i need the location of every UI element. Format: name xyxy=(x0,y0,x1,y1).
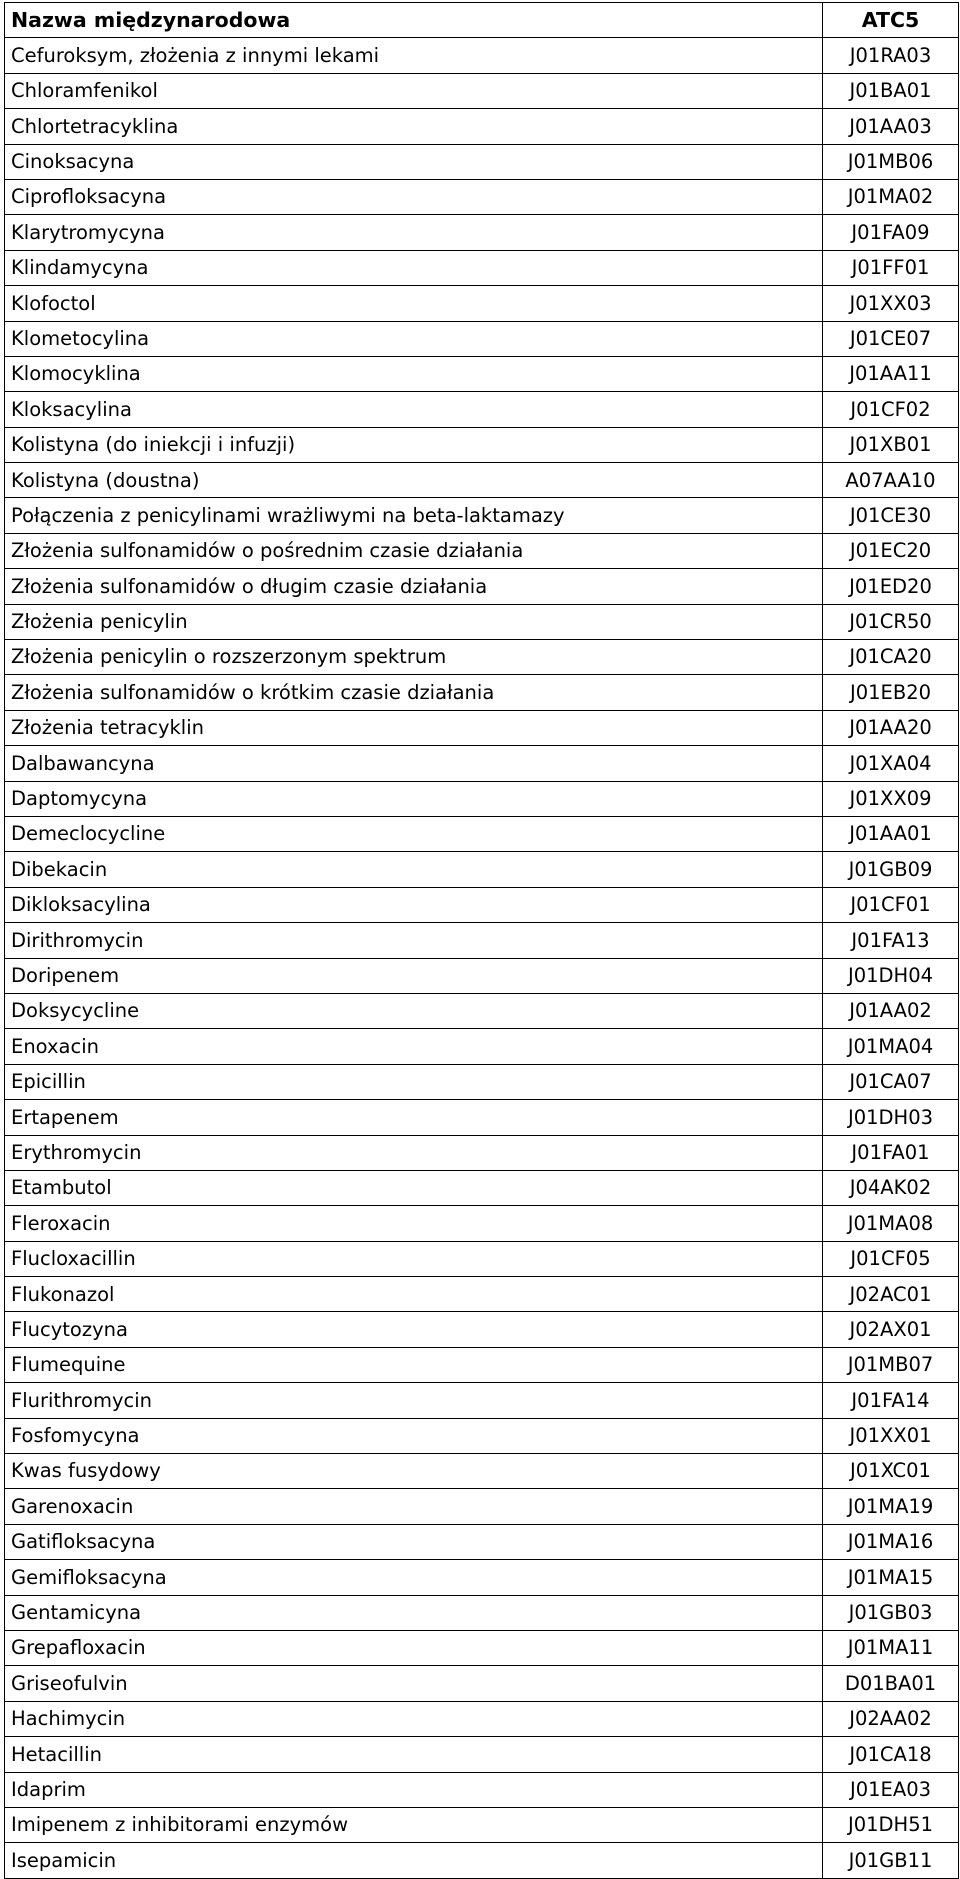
table-row xyxy=(5,1241,959,1276)
table-row xyxy=(5,923,959,958)
table-row xyxy=(5,1560,959,1595)
drug-name-cell: Dibekacin xyxy=(5,852,823,887)
atc-code-cell: J01MA16 xyxy=(823,1524,959,1559)
table-row xyxy=(5,958,959,993)
drug-name-cell: Gentamicyna xyxy=(5,1595,823,1630)
atc-code-cell: J01AA01 xyxy=(823,816,959,851)
drug-name-cell: Garenoxacin xyxy=(5,1489,823,1524)
table-row xyxy=(5,144,959,179)
drug-name-cell: Cefuroksym, złożenia z innymi lekami xyxy=(5,38,823,73)
atc-code-cell: J01FA01 xyxy=(823,1135,959,1170)
drug-name-cell: Fosfomycyna xyxy=(5,1418,823,1453)
atc-code-cell: J01EC20 xyxy=(823,533,959,568)
table-row xyxy=(5,1772,959,1807)
drug-name-cell: Enoxacin xyxy=(5,1029,823,1064)
atc-code-cell: J01CF01 xyxy=(823,887,959,922)
atc-code-cell: J01CF02 xyxy=(823,392,959,427)
drug-name-cell: Gemifloksacyna xyxy=(5,1560,823,1595)
atc-code-cell: J01DH03 xyxy=(823,1100,959,1135)
table-row xyxy=(5,286,959,321)
atc-code-table xyxy=(4,2,959,1879)
header-atc5: ATC5 xyxy=(823,3,959,38)
drug-name-cell: Dalbawancyna xyxy=(5,746,823,781)
drug-name-cell: Złożenia penicylin xyxy=(5,604,823,639)
drug-name-cell: Grepafloxacin xyxy=(5,1630,823,1665)
drug-name-cell: Griseofulvin xyxy=(5,1666,823,1701)
table-row xyxy=(5,215,959,250)
drug-name-cell: Ciprofloksacyna xyxy=(5,179,823,214)
atc-code-cell: J01FA13 xyxy=(823,923,959,958)
atc-code-cell: J01CR50 xyxy=(823,604,959,639)
atc-code-cell: J01CA07 xyxy=(823,1064,959,1099)
table-row xyxy=(5,321,959,356)
atc-code-cell: J01XX03 xyxy=(823,286,959,321)
table-row xyxy=(5,1312,959,1347)
table-row xyxy=(5,852,959,887)
drug-name-cell: Flukonazol xyxy=(5,1277,823,1312)
table-row xyxy=(5,1277,959,1312)
drug-name-cell: Hachimycin xyxy=(5,1701,823,1736)
table-row xyxy=(5,38,959,73)
table-row xyxy=(5,1666,959,1701)
table-row xyxy=(5,463,959,498)
table-row xyxy=(5,179,959,214)
header-international-name: Nazwa międzynarodowa xyxy=(5,3,823,38)
drug-name-cell: Chlortetracyklina xyxy=(5,109,823,144)
atc-code-cell: J01MA02 xyxy=(823,179,959,214)
atc-code-cell: J01MA15 xyxy=(823,1560,959,1595)
table-row xyxy=(5,1595,959,1630)
table-row xyxy=(5,675,959,710)
drug-name-cell: Kwas fusydowy xyxy=(5,1454,823,1489)
drug-name-cell: Fleroxacin xyxy=(5,1206,823,1241)
atc-code-cell: J01MA08 xyxy=(823,1206,959,1241)
atc-code-cell: J01MB06 xyxy=(823,144,959,179)
atc-code-cell: J01AA11 xyxy=(823,356,959,391)
atc-code-cell: J02AX01 xyxy=(823,1312,959,1347)
drug-name-cell: Doripenem xyxy=(5,958,823,993)
table-row xyxy=(5,427,959,462)
drug-name-cell: Isepamicin xyxy=(5,1843,823,1878)
atc-code-cell: J01XX01 xyxy=(823,1418,959,1453)
table-row xyxy=(5,1807,959,1842)
table-row xyxy=(5,392,959,427)
table-row xyxy=(5,1454,959,1489)
table-row xyxy=(5,816,959,851)
table-row xyxy=(5,1383,959,1418)
atc-code-cell: J01CE30 xyxy=(823,498,959,533)
table-row xyxy=(5,1135,959,1170)
atc-code-cell: J01CF05 xyxy=(823,1241,959,1276)
drug-name-cell: Złożenia sulfonamidów o długim czasie działania xyxy=(5,569,823,604)
drug-name-cell: Flurithromycin xyxy=(5,1383,823,1418)
atc-code-cell: A07AA10 xyxy=(823,463,959,498)
atc-code-cell: J01EB20 xyxy=(823,675,959,710)
drug-name-cell: Połączenia z penicylinami wrażliwymi na beta-laktamazy xyxy=(5,498,823,533)
drug-name-cell: Kolistyna (do iniekcji i infuzji) xyxy=(5,427,823,462)
table-row xyxy=(5,498,959,533)
table-row xyxy=(5,640,959,675)
drug-name-cell: Demeclocycline xyxy=(5,816,823,851)
drug-name-cell: Klometocylina xyxy=(5,321,823,356)
atc-code-cell: J02AC01 xyxy=(823,1277,959,1312)
table-row xyxy=(5,356,959,391)
drug-name-cell: Ertapenem xyxy=(5,1100,823,1135)
atc-code-cell: J01MB07 xyxy=(823,1347,959,1382)
atc-code-cell: J01XA04 xyxy=(823,746,959,781)
table-row xyxy=(5,1064,959,1099)
drug-name-cell: Chloramfenikol xyxy=(5,73,823,108)
table-row xyxy=(5,781,959,816)
atc-code-cell: J01MA11 xyxy=(823,1630,959,1665)
drug-name-cell: Erythromycin xyxy=(5,1135,823,1170)
table-row xyxy=(5,710,959,745)
drug-name-cell: Hetacillin xyxy=(5,1737,823,1772)
atc-table-page xyxy=(4,2,958,1879)
drug-name-cell: Kolistyna (doustna) xyxy=(5,463,823,498)
table-row xyxy=(5,1630,959,1665)
table-row xyxy=(5,73,959,108)
atc-code-cell: J01GB03 xyxy=(823,1595,959,1630)
atc-code-cell: J01GB11 xyxy=(823,1843,959,1878)
atc-code-cell: J01ED20 xyxy=(823,569,959,604)
table-row xyxy=(5,569,959,604)
table-row xyxy=(5,1418,959,1453)
table-row xyxy=(5,1029,959,1064)
table-row xyxy=(5,887,959,922)
table-row xyxy=(5,1347,959,1382)
drug-name-cell: Dikloksacylina xyxy=(5,887,823,922)
drug-name-cell: Doksycycline xyxy=(5,993,823,1028)
atc-code-cell: J01CA18 xyxy=(823,1737,959,1772)
drug-name-cell: Imipenem z inhibitorami enzymów xyxy=(5,1807,823,1842)
drug-name-cell: Klomocyklina xyxy=(5,356,823,391)
drug-name-cell: Złożenia penicylin o rozszerzonym spektrum xyxy=(5,640,823,675)
atc-code-cell: J01FA09 xyxy=(823,215,959,250)
table-row xyxy=(5,1489,959,1524)
drug-name-cell: Cinoksacyna xyxy=(5,144,823,179)
drug-name-cell: Klindamycyna xyxy=(5,250,823,285)
drug-name-cell: Kloksacylina xyxy=(5,392,823,427)
drug-name-cell: Flumequine xyxy=(5,1347,823,1382)
table-row xyxy=(5,109,959,144)
atc-code-cell: J01XX09 xyxy=(823,781,959,816)
table-row xyxy=(5,1100,959,1135)
drug-name-cell: Dirithromycin xyxy=(5,923,823,958)
table-row xyxy=(5,250,959,285)
table-body xyxy=(5,38,959,1878)
table-row xyxy=(5,604,959,639)
table-row xyxy=(5,1701,959,1736)
drug-name-cell: Klofoctol xyxy=(5,286,823,321)
table-row xyxy=(5,1206,959,1241)
drug-name-cell: Złożenia sulfonamidów o pośrednim czasie działania xyxy=(5,533,823,568)
table-row xyxy=(5,1524,959,1559)
atc-code-cell: J01RA03 xyxy=(823,38,959,73)
atc-code-cell: J01MA19 xyxy=(823,1489,959,1524)
atc-code-cell: J01EA03 xyxy=(823,1772,959,1807)
table-header-row xyxy=(5,3,959,38)
drug-name-cell: Epicillin xyxy=(5,1064,823,1099)
table-row xyxy=(5,1170,959,1205)
atc-code-cell: J02AA02 xyxy=(823,1701,959,1736)
atc-code-cell: J01AA02 xyxy=(823,993,959,1028)
atc-code-cell: J01DH51 xyxy=(823,1807,959,1842)
atc-code-cell: J01AA20 xyxy=(823,710,959,745)
drug-name-cell: Idaprim xyxy=(5,1772,823,1807)
drug-name-cell: Złożenia sulfonamidów o krótkim czasie działania xyxy=(5,675,823,710)
table-row xyxy=(5,746,959,781)
atc-code-cell: J01CA20 xyxy=(823,640,959,675)
atc-code-cell: J01BA01 xyxy=(823,73,959,108)
atc-code-cell: J04AK02 xyxy=(823,1170,959,1205)
drug-name-cell: Flucloxacillin xyxy=(5,1241,823,1276)
atc-code-cell: J01FA14 xyxy=(823,1383,959,1418)
table-row xyxy=(5,1843,959,1878)
drug-name-cell: Etambutol xyxy=(5,1170,823,1205)
atc-code-cell: J01AA03 xyxy=(823,109,959,144)
drug-name-cell: Złożenia tetracyklin xyxy=(5,710,823,745)
atc-code-cell: J01XC01 xyxy=(823,1454,959,1489)
drug-name-cell: Gatifloksacyna xyxy=(5,1524,823,1559)
drug-name-cell: Daptomycyna xyxy=(5,781,823,816)
drug-name-cell: Flucytozyna xyxy=(5,1312,823,1347)
atc-code-cell: J01GB09 xyxy=(823,852,959,887)
atc-code-cell: J01XB01 xyxy=(823,427,959,462)
atc-code-cell: J01DH04 xyxy=(823,958,959,993)
table-row xyxy=(5,1737,959,1772)
atc-code-cell: J01FF01 xyxy=(823,250,959,285)
drug-name-cell: Klarytromycyna xyxy=(5,215,823,250)
atc-code-cell: J01CE07 xyxy=(823,321,959,356)
table-row xyxy=(5,533,959,568)
atc-code-cell: J01MA04 xyxy=(823,1029,959,1064)
table-row xyxy=(5,993,959,1028)
atc-code-cell: D01BA01 xyxy=(823,1666,959,1701)
